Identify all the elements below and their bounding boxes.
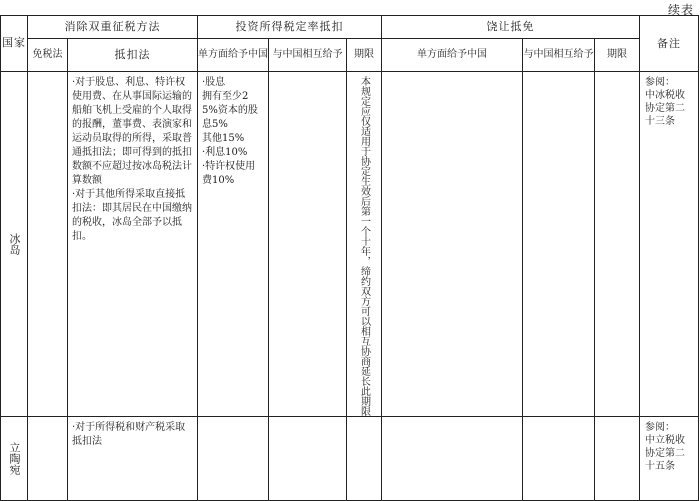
table-row-lithuania [1,417,699,501]
invest-unilateral-cell [198,72,269,417]
credit-cell [68,72,198,417]
header-tax-sparing: 饶让抵免 [382,16,640,39]
invest-item-dividend: ·股息 [202,77,226,88]
header-row-2 [1,39,699,72]
header-exempt-method: 免税法 [28,39,68,72]
invest-item-other: 其他15% [202,133,245,144]
remarks-text: 中立税收协定第二十五条 [645,435,686,472]
table-row-iceland [1,72,699,417]
sparing-period-cell [595,417,640,501]
credit-text-2: ·对于其他所得采取直接抵扣法：即其居民在中国缴纳的税收，冰岛全部予以抵扣。 [72,189,192,242]
tax-methods-table [0,15,699,501]
sparing-period-cell [595,72,640,417]
header-credit-method: 抵扣法 [68,39,198,72]
sparing-unilateral-cell [382,72,523,417]
header-invest-period: 期限 [347,39,382,72]
credit-cell [68,417,198,501]
exempt-cell [28,72,68,417]
header-invest-mutual: 与中国相互给予 [269,39,347,72]
header-eliminate-double-tax: 消除双重征税方法 [28,16,198,39]
header-remarks: 备注 [640,16,699,72]
continued-label: 续表 [667,3,694,17]
country-name: 冰岛 [8,233,21,255]
invest-item-royalty: ·特许权使用费10% [202,161,256,186]
invest-period-cell [347,72,382,417]
invest-unilateral-cell [198,417,269,501]
credit-text: ·对于所得税和财产税采取抵扣法 [72,422,186,447]
header-sparing-period: 期限 [595,39,640,72]
sparing-mutual-cell [523,72,595,417]
remarks-cell [640,72,699,417]
exempt-cell [28,417,68,501]
credit-text: ·对于股息、利息、特许权使用费、在从事国际运输的船舶飞机上受雇的个人取得的报酬，董事费、表演家和运动员取得的所得，采取普通抵扣法；即可得到的抵扣数额不应超过按冰岛税法计算数额 [72,77,192,186]
invest-mutual-cell [269,72,347,417]
remarks-cell [640,417,699,501]
invest-period-text: 本规定应仅适用于协定生效后第一个十年，缔约双方可以相互协商延长此期限 [358,76,370,416]
remarks-label: 参阅： [645,422,676,433]
remarks-label: 参阅： [645,77,676,88]
country-cell [1,417,28,501]
sparing-mutual-cell [523,417,595,501]
header-invest-unilateral: 单方面给予中国 [198,39,269,72]
sparing-unilateral-cell [382,417,523,501]
invest-item-interest: ·利息10% [202,147,248,158]
header-country: 国家 [1,16,28,72]
invest-period-cell [347,417,382,501]
country-name: 立陶宛 [8,442,21,475]
country-cell [1,72,28,417]
invest-mutual-cell [269,417,347,501]
invest-item-dividend-rate: 拥有至少25%资本的股息5% [202,91,258,130]
header-row-1 [1,16,699,39]
header-investment-credit: 投资所得税定率抵扣 [198,16,382,39]
header-sparing-mutual: 与中国相互给予 [523,39,595,72]
remarks-text: 中冰税收协定第二十三条 [645,90,686,127]
header-sparing-unilateral: 单方面给予中国 [382,39,523,72]
